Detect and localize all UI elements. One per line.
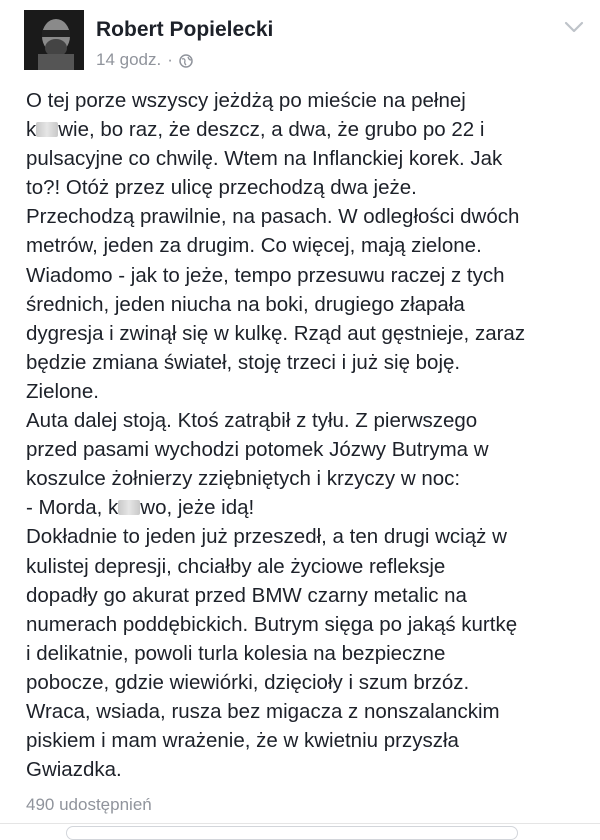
post-text-line <box>26 377 586 406</box>
text-segment: kulistej depresji, chciałby ale życiowe refleksje <box>26 554 446 578</box>
text-segment: średnich, jeden niucha na boki, drugiego złapała <box>26 292 465 316</box>
censored-word-blur <box>36 122 58 137</box>
post-text-line <box>26 173 586 202</box>
avatar[interactable] <box>24 10 84 70</box>
post-text-line <box>26 86 586 115</box>
text-segment: będzie zmiana świateł, stoję trzeci i już się boję. <box>26 350 461 374</box>
text-segment: metrów, jeden za drugim. Co więcej, mają zielone. <box>26 234 482 258</box>
text-segment: - Morda, k <box>26 496 119 520</box>
post-text-line <box>26 290 586 319</box>
text-segment: wo, jeże idą! <box>140 496 255 520</box>
post-text-line <box>26 697 586 726</box>
text-segment: numerach poddębickich. Butrym sięga po jakąś kurtkę <box>26 612 518 636</box>
text-segment: dopadły go akurat przed BMW czarny metalic na <box>26 583 467 607</box>
censored-word-blur <box>118 500 140 515</box>
post-text-line <box>26 493 586 522</box>
text-segment: Zielone. <box>26 379 99 403</box>
text-segment: to?! Otóż przez ulicę przechodzą dwa jeże. <box>26 176 417 200</box>
post-text-line <box>26 610 586 639</box>
post-text-line <box>26 668 586 697</box>
text-segment: i delikatnie, powoli turla kolesia na bezpieczne <box>26 641 446 665</box>
text-segment: pulsacyjne co chwilę. Wtem na Inflanckiej korek. Jak <box>26 147 503 171</box>
post-text-line <box>26 202 586 231</box>
shares-count[interactable]: 490 udostępnień <box>26 795 152 814</box>
post-text-line <box>26 726 586 755</box>
chevron-down-icon[interactable] <box>564 20 584 34</box>
text-segment: Auta dalej stoją. Ktoś zatrąbił z tyłu. Z pierwszego <box>26 409 478 433</box>
author-name[interactable]: Robert Popielecki <box>96 18 274 41</box>
text-segment: Wraca, wsiada, rusza bez migacza z nonszalanckim <box>26 699 500 723</box>
post-time[interactable]: 14 godz. <box>96 50 162 69</box>
text-segment: koszulce żołnierzy zziębniętych i krzyczy w noc: <box>26 467 461 491</box>
divider <box>0 823 600 824</box>
post-text-line <box>26 348 586 377</box>
text-segment: Wiadomo - jak to jeże, tempo przesuwu raczej z tych <box>26 263 505 287</box>
post-text-line <box>26 435 586 464</box>
text-segment: k <box>26 118 37 142</box>
meta-separator: · <box>167 50 173 69</box>
post-text-line <box>26 755 586 784</box>
post-text-line <box>26 319 586 348</box>
post-text-line <box>26 581 586 610</box>
post-text-line <box>26 464 586 493</box>
post-text-line <box>26 231 586 260</box>
text-segment: Przechodzą prawilnie, na pasach. W odległości dwóch <box>26 205 520 229</box>
post-text-line <box>26 639 586 668</box>
text-segment: Dokładnie to jeden już przeszedł, a ten drugi wciąż w <box>26 525 507 549</box>
text-segment: przed pasami wychodzi potomek Józwy Butryma w <box>26 438 489 462</box>
text-segment: O tej porze wszyscy jeżdżą po mieście na pełnej <box>26 89 466 112</box>
post-meta <box>96 50 193 70</box>
text-segment: pobocze, gdzie wiewiórki, dzięcioły i szum brzóz. <box>26 670 470 694</box>
post-header <box>24 10 584 80</box>
post-text <box>26 86 586 784</box>
post-text-line <box>26 261 586 290</box>
comment-input[interactable] <box>66 826 518 840</box>
post-text-line <box>26 552 586 581</box>
post-text-line <box>26 522 586 551</box>
post-text-line <box>26 144 586 173</box>
text-segment: piskiem i mam wrażenie, że w kwietniu przyszła <box>26 729 459 753</box>
post-text-line <box>26 406 586 435</box>
globe-icon[interactable] <box>179 53 193 67</box>
text-segment: dygresja i zwinął się w kulkę. Rząd aut gęstnieje, zaraz <box>26 321 526 345</box>
post-text-line <box>26 115 586 144</box>
text-segment: Gwiazdka. <box>26 758 122 782</box>
text-segment: wie, bo raz, że deszcz, a dwa, że grubo po 22 i <box>58 118 485 142</box>
